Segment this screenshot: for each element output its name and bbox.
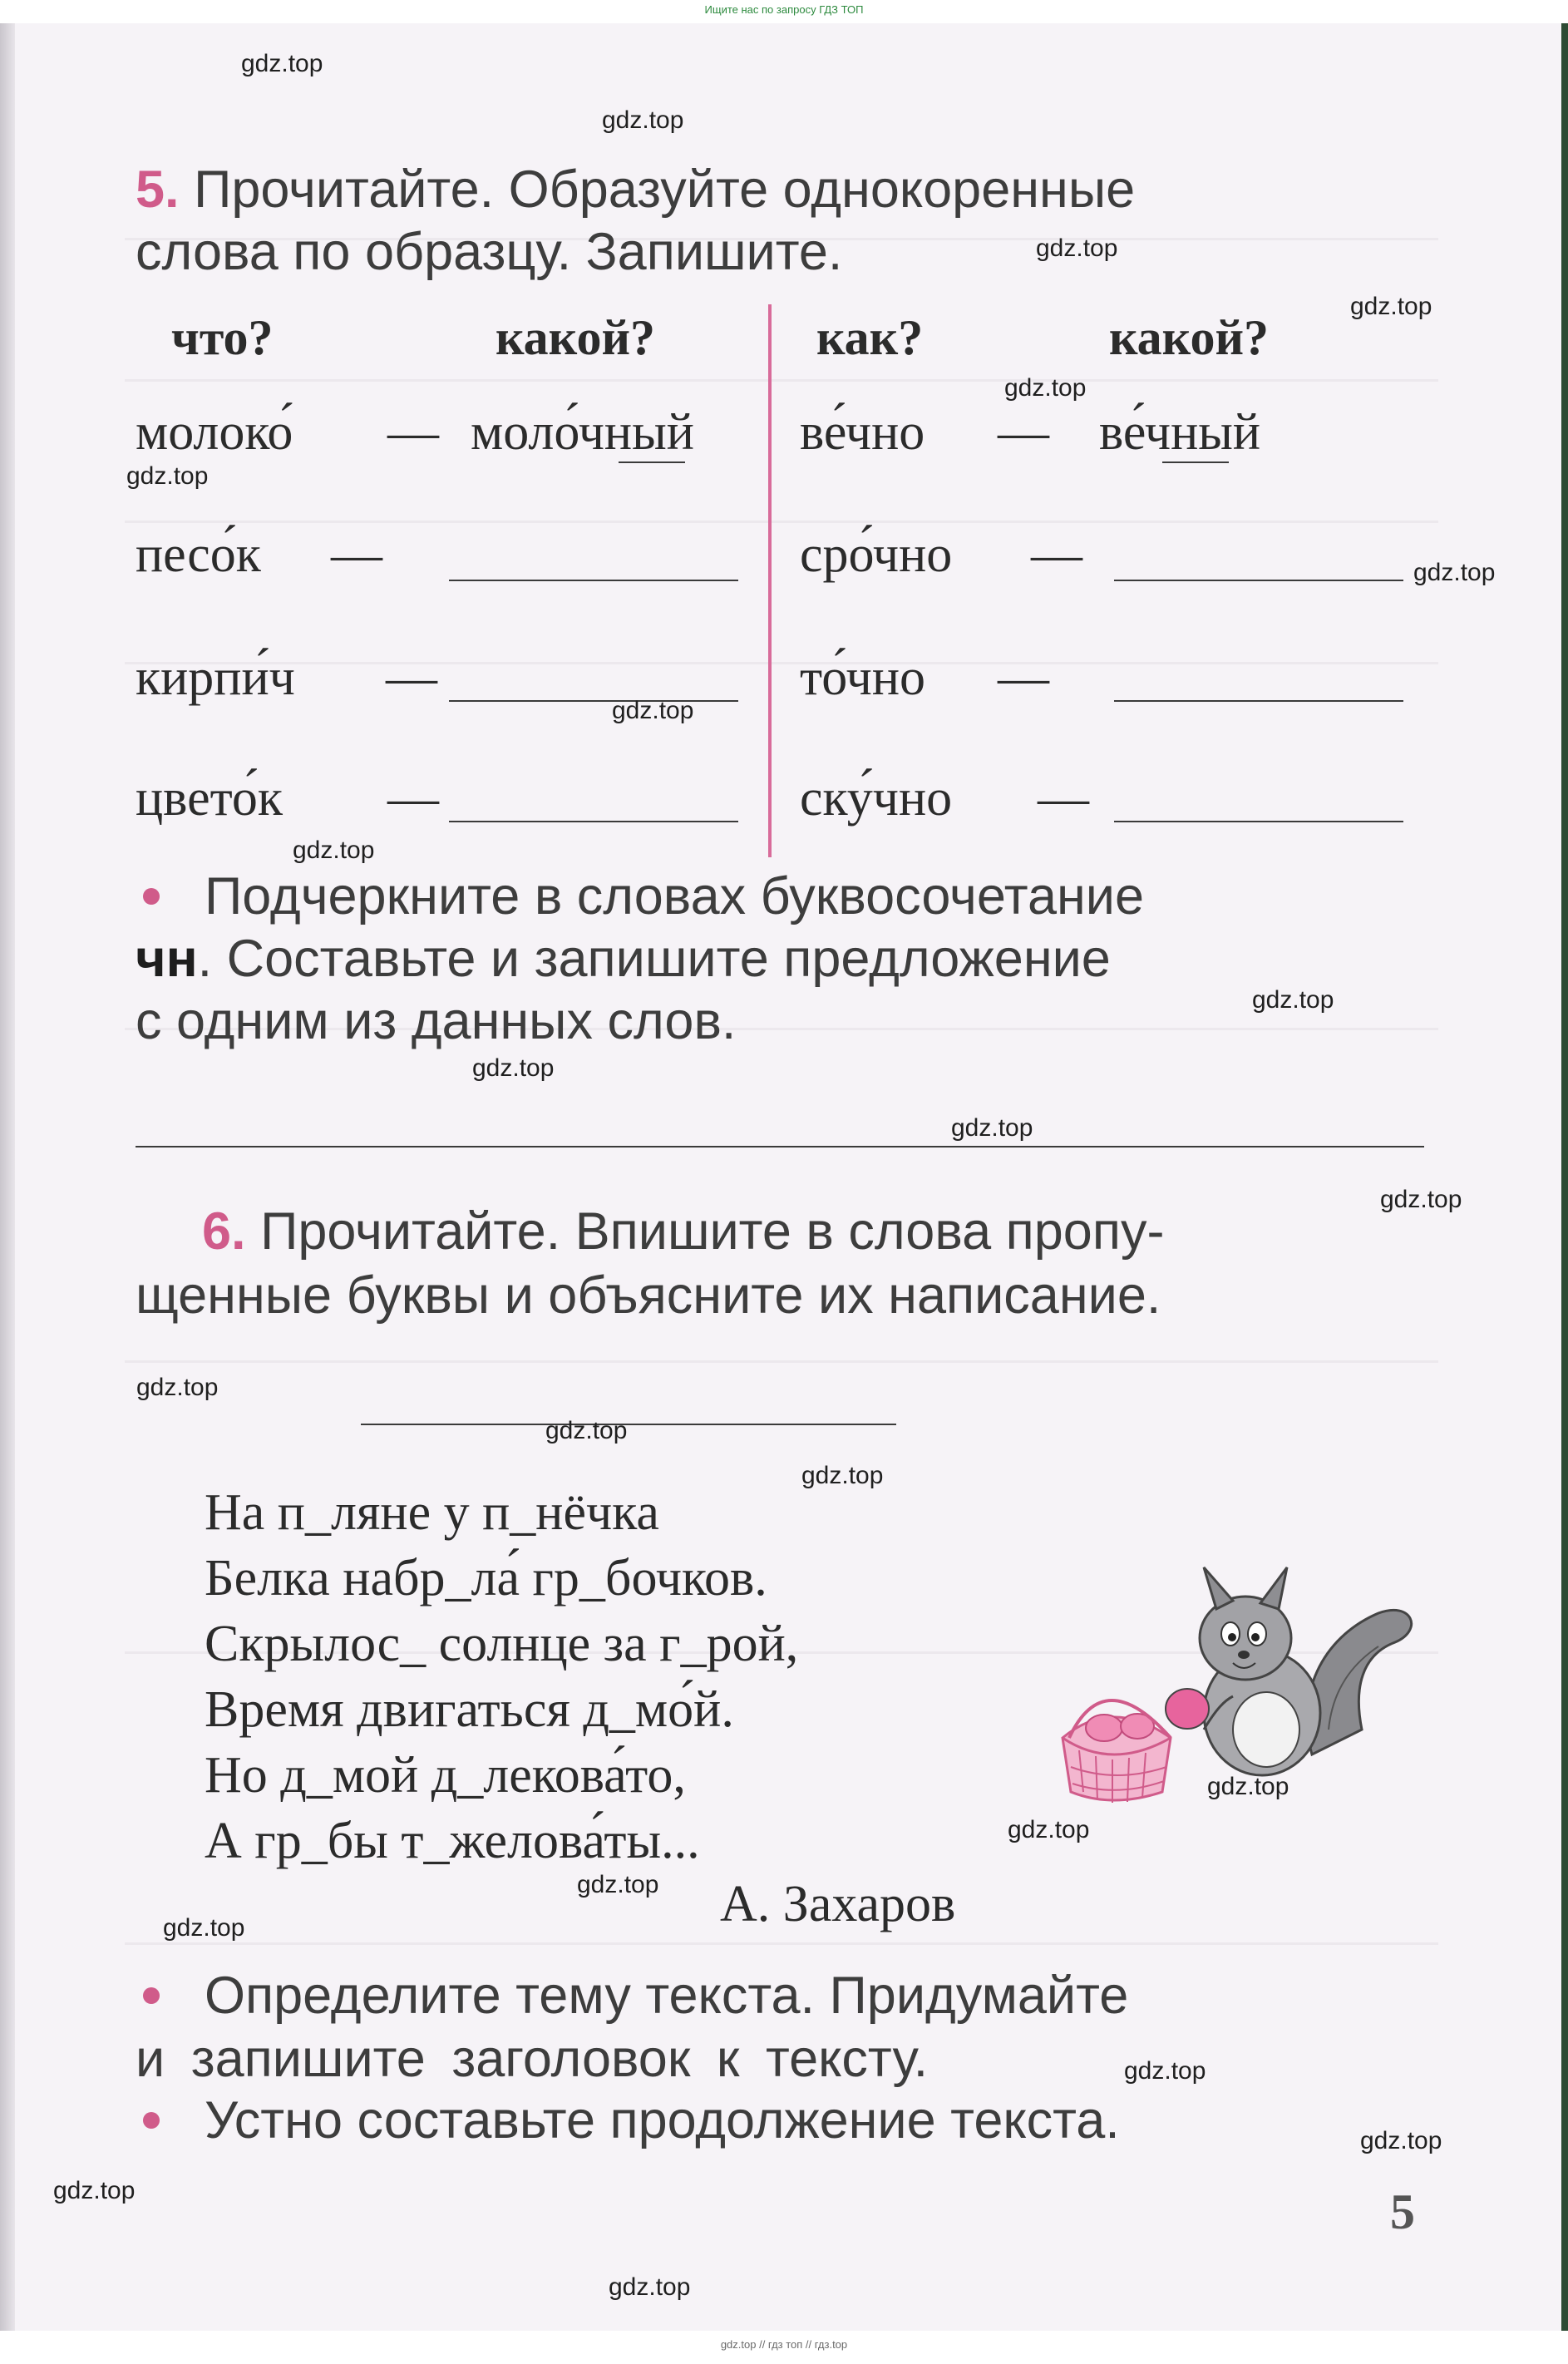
dash: — [387,770,439,827]
poem-author: А. Захаров [720,1876,956,1932]
task6-line3: Устно составьте продолжение текста. [205,2091,1120,2149]
watermark: gdz.top [577,1871,659,1898]
watermark: gdz.top [801,1462,884,1489]
watermark: gdz.top [163,1914,245,1942]
watermark: gdz.top [602,106,684,134]
watermark: gdz.top [1008,1816,1090,1843]
answer-line-pesok[interactable] [449,580,738,581]
page-number: 5 [1390,2184,1415,2239]
footer-banner[interactable]: gdz.top // гдз топ // гдз.top [720,2338,848,2351]
word-cvetok: цвето́к [136,770,284,827]
watermark: gdz.top [609,2273,691,2301]
exercise6-instruction-line1: 6. Прочитайте. Впишите в слова пропу- [202,1202,1165,1261]
bold-combo-chn: чн [136,930,198,988]
header-banner[interactable]: Ищите нас по запросу ГДЗ ТОП [704,3,864,16]
dash: — [998,649,1049,706]
bullet-icon [143,1987,160,2004]
watermark: gdz.top [612,697,694,724]
answer-line-kirpich[interactable] [449,700,738,702]
watermark: gdz.top [126,462,209,490]
exercise6-instruction-line2: щенные буквы и объясните их написание. [136,1266,1161,1325]
dash: — [1031,526,1082,583]
watermark: gdz.top [472,1054,555,1082]
answer-line-srochno[interactable] [1114,580,1403,581]
page-edge [1561,23,1568,2331]
dash: — [386,649,437,706]
bullet-icon [143,888,160,905]
watermark: gdz.top [1360,2127,1442,2154]
exercise5-instruction-line1: 5. Прочитайте. Образуйте однокоренные [136,160,1136,219]
word-vechno: ве́чно [800,404,925,461]
col-header-how: как? [816,310,924,365]
word-kirpich: кирпи́ч [136,649,295,706]
bleed-line [125,491,1438,523]
poem-line: Но д_мой д_лекова́то, [205,1747,686,1804]
col-header-which-right: какой? [1109,310,1270,365]
watermark: gdz.top [951,1114,1033,1142]
word-skuchno: ску́чно [800,770,953,827]
task6-line2: и запишите заголовок к тексту. [136,2030,929,2088]
watermark: gdz.top [1124,2057,1206,2085]
exercise5-instruction-line2: слова по образцу. Запишите. [136,223,843,281]
watermark: gdz.top [1207,1773,1289,1800]
word-pesok: песо́к [136,526,261,583]
watermark: gdz.top [1252,986,1334,1014]
poem-line: Белка набр_ла́ гр_бочков. [205,1550,767,1606]
dash: — [331,526,382,583]
answer-line-skuchno[interactable] [1114,821,1403,822]
answer-line-sentence[interactable] [136,1146,1424,1147]
poem-line: На п_ляне у п_нёчка [205,1484,659,1541]
bleed-line [125,1330,1438,1363]
watermark: gdz.top [1413,559,1496,586]
underline-chn [619,461,685,463]
poem-line: Скрылос_ солнце за г_рой, [205,1616,799,1672]
answer-line-cvetok[interactable] [449,821,738,822]
task5-line2: чн. Составьте и запишите предложение [136,930,1111,988]
dash: — [1038,770,1089,827]
watermark: gdz.top [1380,1186,1462,1213]
watermark: gdz.top [1036,234,1118,262]
watermark: gdz.top [1004,374,1087,402]
underline-chn [1162,461,1229,463]
answer-vechny: ве́чный [1099,404,1261,461]
col-header-what: что? [171,310,274,365]
poem-line: Время двигаться д_мо́й. [205,1681,734,1738]
column-divider [768,304,772,857]
watermark: gdz.top [1350,293,1432,320]
exercise6-number: 6. [202,1202,246,1261]
watermark: gdz.top [293,837,375,864]
poem-line: А гр_бы т_желова́ты... [205,1813,700,1869]
col-header-which-left: какой? [496,310,656,365]
watermark: gdz.top [545,1417,628,1444]
word-tochno: то́чно [800,649,926,706]
word-srochno: сро́чно [800,526,953,583]
bullet-icon [143,2112,160,2129]
answer-line-title[interactable] [361,1424,896,1425]
bleed-line [125,632,1438,664]
exercise5-number: 5. [136,160,180,219]
answer-line-tochno[interactable] [1114,700,1403,702]
watermark: gdz.top [53,2177,136,2204]
watermark: gdz.top [136,1374,219,1401]
task5-line3: с одним из данных слов. [136,992,737,1050]
answer-molochny: моло́чный [471,404,694,461]
task5-line1: Подчеркните в словах буквосочетание [205,867,1145,925]
dash: — [387,404,439,461]
word-moloko: молоко́ [136,404,293,461]
dash: — [998,404,1049,461]
task6-line1: Определите тему текста. Придумайте [205,1967,1129,2025]
watermark: gdz.top [241,50,323,77]
